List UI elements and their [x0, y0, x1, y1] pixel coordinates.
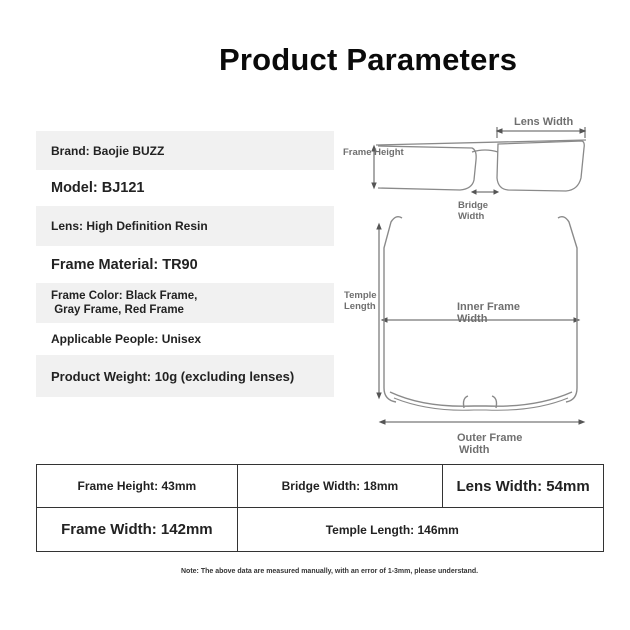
- param-brand: Brand: Baojie BUZZ: [36, 131, 334, 170]
- top-left-temple: [384, 217, 402, 402]
- label-outer-frame-width: [457, 432, 522, 456]
- param-model: Model: BJ121: [36, 170, 334, 206]
- label-outer-frame-width-2: Width: [459, 444, 490, 456]
- label-outer-frame-width-1: Outer Frame: [457, 432, 523, 444]
- label-temple-length: [344, 290, 377, 312]
- label-inner-frame-width-2: Width: [457, 313, 488, 325]
- param-product-weight: Product Weight: 10g (excluding lenses): [36, 355, 334, 397]
- top-front-bar: [390, 392, 572, 406]
- param-frame-color-line2: Gray Frame, Red Frame: [51, 304, 184, 316]
- top-right-temple: [558, 217, 577, 402]
- label-frame-height: Frame Height: [343, 147, 404, 158]
- label-inner-frame-width: [457, 301, 520, 325]
- label-bridge-width-2: Width: [458, 211, 485, 222]
- glasses-diagram-svg: [334, 108, 630, 463]
- param-frame-color-line1: Frame Color: Black Frame,: [51, 290, 198, 302]
- front-lens-right: [497, 141, 584, 191]
- label-bridge-width: [458, 200, 488, 222]
- param-lens: Lens: High Definition Resin: [36, 206, 334, 246]
- param-frame-material: Frame Material: TR90: [36, 246, 334, 283]
- label-temple-length-1: Temple: [344, 290, 377, 301]
- spec-row: [37, 465, 604, 508]
- spec-row: [37, 508, 604, 552]
- spec-frame-width: Frame Width: 142mm: [37, 508, 238, 552]
- spec-frame-height: Frame Height: 43mm: [37, 465, 238, 508]
- param-applicable-people: Applicable People: Unisex: [36, 323, 334, 355]
- spec-lens-width: Lens Width: 54mm: [443, 465, 604, 508]
- param-frame-color: [36, 283, 334, 323]
- glasses-diagram: [334, 108, 630, 463]
- label-lens-width: Lens Width: [514, 116, 574, 128]
- measurement-note: Note: The above data are measured manually, with an error of 1-3mm, please understand.: [181, 568, 479, 575]
- spec-bridge-width: Bridge Width: 18mm: [237, 465, 442, 508]
- page-title: Product Parameters: [219, 42, 518, 77]
- label-bridge-width-1: Bridge: [458, 200, 489, 211]
- top-front-bar-inner: [394, 398, 568, 410]
- label-temple-length-2: Length: [344, 301, 376, 312]
- spec-table: [36, 464, 604, 552]
- label-inner-frame-width-1: Inner Frame: [457, 301, 520, 313]
- spec-temple-length: Temple Length: 146mm: [237, 508, 603, 552]
